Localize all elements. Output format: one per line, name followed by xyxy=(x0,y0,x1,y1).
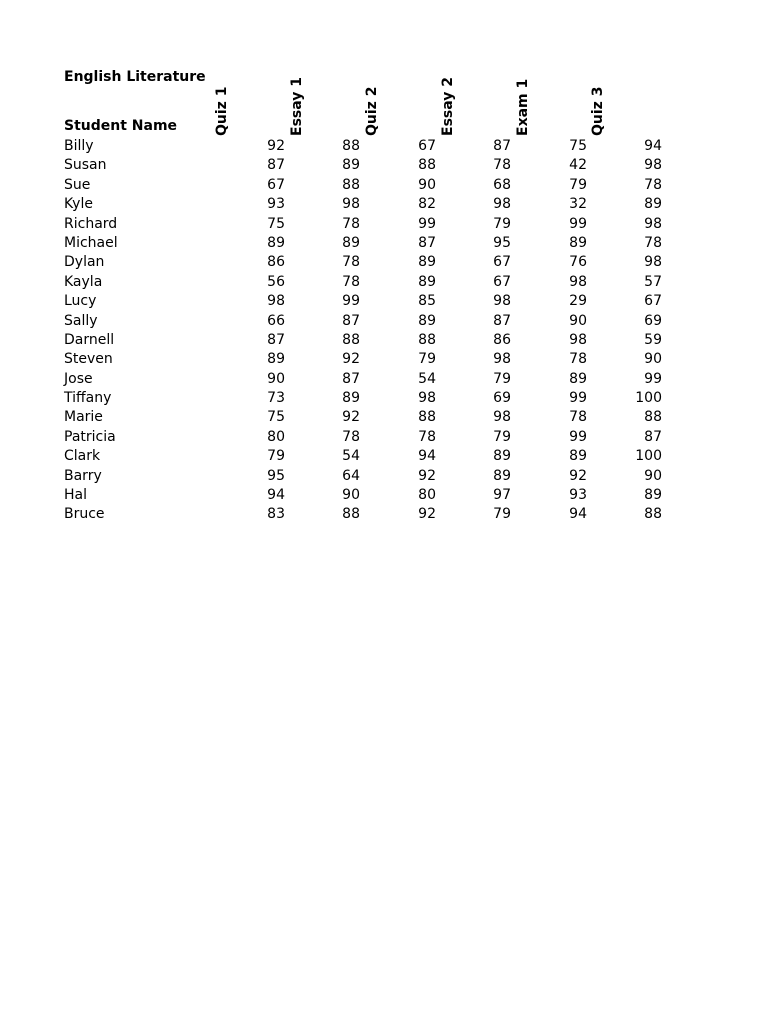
student-name-cell: Sally xyxy=(64,312,98,329)
score-cell: 87 xyxy=(342,370,360,387)
score-cell: 29 xyxy=(569,293,587,310)
table-row xyxy=(0,486,768,505)
score-cell: 89 xyxy=(342,390,360,407)
score-cell: 79 xyxy=(493,215,511,232)
score-cell: 94 xyxy=(418,448,436,465)
column-header-quiz-3: Quiz 3 xyxy=(590,86,606,136)
table-row xyxy=(0,370,768,389)
score-cell: 100 xyxy=(635,390,662,407)
score-cell: 89 xyxy=(493,467,511,484)
score-cell: 59 xyxy=(644,331,662,348)
student-name-cell: Clark xyxy=(64,448,101,465)
sheet-title: English Literature xyxy=(64,69,206,85)
student-name-cell: Richard xyxy=(64,215,118,232)
score-cell: 93 xyxy=(267,196,285,213)
score-cell: 87 xyxy=(493,138,511,154)
table-row xyxy=(0,292,768,311)
table-row xyxy=(0,176,768,195)
student-name-cell: Lucy xyxy=(64,293,97,310)
score-cell: 92 xyxy=(267,138,285,154)
score-cell: 90 xyxy=(569,312,587,329)
student-name-cell: Susan xyxy=(64,157,107,174)
score-cell: 83 xyxy=(267,506,285,523)
score-cell: 92 xyxy=(418,467,436,484)
student-name-cell: Kayla xyxy=(64,273,103,290)
score-cell: 67 xyxy=(418,138,436,154)
score-cell: 92 xyxy=(418,506,436,523)
score-cell: 78 xyxy=(493,157,511,174)
score-cell: 78 xyxy=(569,409,587,426)
score-cell: 87 xyxy=(342,312,360,329)
student-name-cell: Kyle xyxy=(64,196,93,213)
score-cell: 66 xyxy=(267,312,285,329)
score-cell: 89 xyxy=(569,448,587,465)
table-row xyxy=(0,156,768,175)
score-cell: 89 xyxy=(569,370,587,387)
column-header-essay-1: Essay 1 xyxy=(289,77,305,136)
student-name-cell: Darnell xyxy=(64,331,115,348)
score-cell: 88 xyxy=(418,331,436,348)
student-name-cell: Hal xyxy=(64,487,87,504)
score-cell: 78 xyxy=(644,176,662,193)
score-cell: 98 xyxy=(644,157,662,174)
score-cell: 89 xyxy=(418,273,436,290)
score-cell: 98 xyxy=(342,196,360,213)
score-cell: 89 xyxy=(267,234,285,251)
score-cell: 92 xyxy=(342,409,360,426)
table-row xyxy=(0,389,768,408)
score-cell: 90 xyxy=(418,176,436,193)
student-name-cell: Jose xyxy=(64,370,93,387)
score-cell: 99 xyxy=(418,215,436,232)
score-cell: 92 xyxy=(342,351,360,368)
score-cell: 32 xyxy=(569,196,587,213)
score-cell: 89 xyxy=(342,234,360,251)
table-row xyxy=(0,253,768,272)
score-cell: 56 xyxy=(267,273,285,290)
score-cell: 99 xyxy=(569,390,587,407)
student-name-cell: Dylan xyxy=(64,254,105,271)
score-cell: 98 xyxy=(493,293,511,310)
score-cell: 88 xyxy=(342,331,360,348)
score-cell: 78 xyxy=(342,215,360,232)
score-cell: 79 xyxy=(569,176,587,193)
score-cell: 73 xyxy=(267,390,285,407)
score-cell: 89 xyxy=(267,351,285,368)
score-cell: 87 xyxy=(644,428,662,445)
score-cell: 88 xyxy=(644,409,662,426)
score-cell: 75 xyxy=(267,409,285,426)
score-cell: 99 xyxy=(644,370,662,387)
student-name-cell: Billy xyxy=(64,138,94,154)
score-cell: 78 xyxy=(418,428,436,445)
score-cell: 88 xyxy=(342,138,360,154)
score-cell: 94 xyxy=(569,506,587,523)
column-header-exam-1: Exam 1 xyxy=(515,78,531,136)
score-cell: 89 xyxy=(493,448,511,465)
score-cell: 54 xyxy=(342,448,360,465)
table-row xyxy=(0,215,768,234)
table-row xyxy=(0,447,768,466)
table-row xyxy=(0,467,768,486)
score-cell: 90 xyxy=(644,467,662,484)
score-cell: 89 xyxy=(644,196,662,213)
score-cell: 79 xyxy=(418,351,436,368)
score-cell: 89 xyxy=(418,254,436,271)
score-cell: 78 xyxy=(342,273,360,290)
score-cell: 86 xyxy=(493,331,511,348)
grades-table xyxy=(0,137,768,525)
score-cell: 82 xyxy=(418,196,436,213)
student-name-cell: Bruce xyxy=(64,506,105,523)
score-cell: 75 xyxy=(267,215,285,232)
score-cell: 87 xyxy=(267,157,285,174)
score-cell: 76 xyxy=(569,254,587,271)
score-cell: 78 xyxy=(644,234,662,251)
column-header-quiz-1: Quiz 1 xyxy=(214,86,230,136)
score-cell: 90 xyxy=(644,351,662,368)
score-cell: 79 xyxy=(493,506,511,523)
score-cell: 87 xyxy=(418,234,436,251)
score-cell: 95 xyxy=(493,234,511,251)
score-cell: 79 xyxy=(493,428,511,445)
score-cell: 92 xyxy=(569,467,587,484)
student-name-cell: Patricia xyxy=(64,428,116,445)
score-cell: 95 xyxy=(267,467,285,484)
student-name-cell: Tiffany xyxy=(64,390,112,407)
table-row xyxy=(0,137,768,156)
score-cell: 98 xyxy=(644,254,662,271)
score-cell: 69 xyxy=(644,312,662,329)
score-cell: 67 xyxy=(267,176,285,193)
table-row xyxy=(0,408,768,427)
score-cell: 67 xyxy=(644,293,662,310)
score-cell: 68 xyxy=(493,176,511,193)
table-row xyxy=(0,505,768,524)
table-row xyxy=(0,273,768,292)
score-cell: 79 xyxy=(493,370,511,387)
score-cell: 98 xyxy=(267,293,285,310)
score-cell: 94 xyxy=(644,138,662,154)
score-cell: 80 xyxy=(418,487,436,504)
score-cell: 88 xyxy=(644,506,662,523)
column-header-quiz-2: Quiz 2 xyxy=(364,86,380,136)
score-cell: 90 xyxy=(342,487,360,504)
score-cell: 88 xyxy=(418,409,436,426)
score-cell: 98 xyxy=(569,331,587,348)
score-cell: 98 xyxy=(493,196,511,213)
score-cell: 67 xyxy=(493,254,511,271)
score-cell: 67 xyxy=(493,273,511,290)
score-cell: 87 xyxy=(267,331,285,348)
score-cell: 99 xyxy=(569,215,587,232)
table-row xyxy=(0,312,768,331)
table-row xyxy=(0,195,768,214)
score-cell: 78 xyxy=(342,428,360,445)
score-cell: 88 xyxy=(342,506,360,523)
student-name-cell: Marie xyxy=(64,409,103,426)
score-cell: 99 xyxy=(569,428,587,445)
student-name-cell: Steven xyxy=(64,351,113,368)
score-cell: 78 xyxy=(569,351,587,368)
score-cell: 98 xyxy=(644,215,662,232)
score-cell: 75 xyxy=(569,138,587,154)
column-header-essay-2: Essay 2 xyxy=(440,77,456,136)
score-cell: 54 xyxy=(418,370,436,387)
score-cell: 88 xyxy=(418,157,436,174)
score-cell: 93 xyxy=(569,487,587,504)
score-cell: 98 xyxy=(493,351,511,368)
score-cell: 98 xyxy=(418,390,436,407)
score-cell: 85 xyxy=(418,293,436,310)
score-cell: 94 xyxy=(267,487,285,504)
score-cell: 79 xyxy=(267,448,285,465)
score-cell: 88 xyxy=(342,176,360,193)
score-cell: 42 xyxy=(569,157,587,174)
score-cell: 99 xyxy=(342,293,360,310)
table-row xyxy=(0,350,768,369)
score-cell: 100 xyxy=(635,448,662,465)
student-name-cell: Michael xyxy=(64,234,118,251)
score-cell: 86 xyxy=(267,254,285,271)
score-cell: 89 xyxy=(569,234,587,251)
table-row xyxy=(0,234,768,253)
score-cell: 57 xyxy=(644,273,662,290)
score-cell: 69 xyxy=(493,390,511,407)
score-cell: 87 xyxy=(493,312,511,329)
score-cell: 89 xyxy=(342,157,360,174)
score-cell: 90 xyxy=(267,370,285,387)
student-name-header: Student Name xyxy=(64,118,178,134)
table-row xyxy=(0,428,768,447)
score-cell: 89 xyxy=(644,487,662,504)
score-cell: 97 xyxy=(493,487,511,504)
score-cell: 64 xyxy=(342,467,360,484)
score-cell: 98 xyxy=(569,273,587,290)
score-cell: 80 xyxy=(267,428,285,445)
table-row xyxy=(0,331,768,350)
score-cell: 98 xyxy=(493,409,511,426)
student-name-cell: Sue xyxy=(64,176,91,193)
score-cell: 78 xyxy=(342,254,360,271)
score-cell: 89 xyxy=(418,312,436,329)
student-name-cell: Barry xyxy=(64,467,102,484)
